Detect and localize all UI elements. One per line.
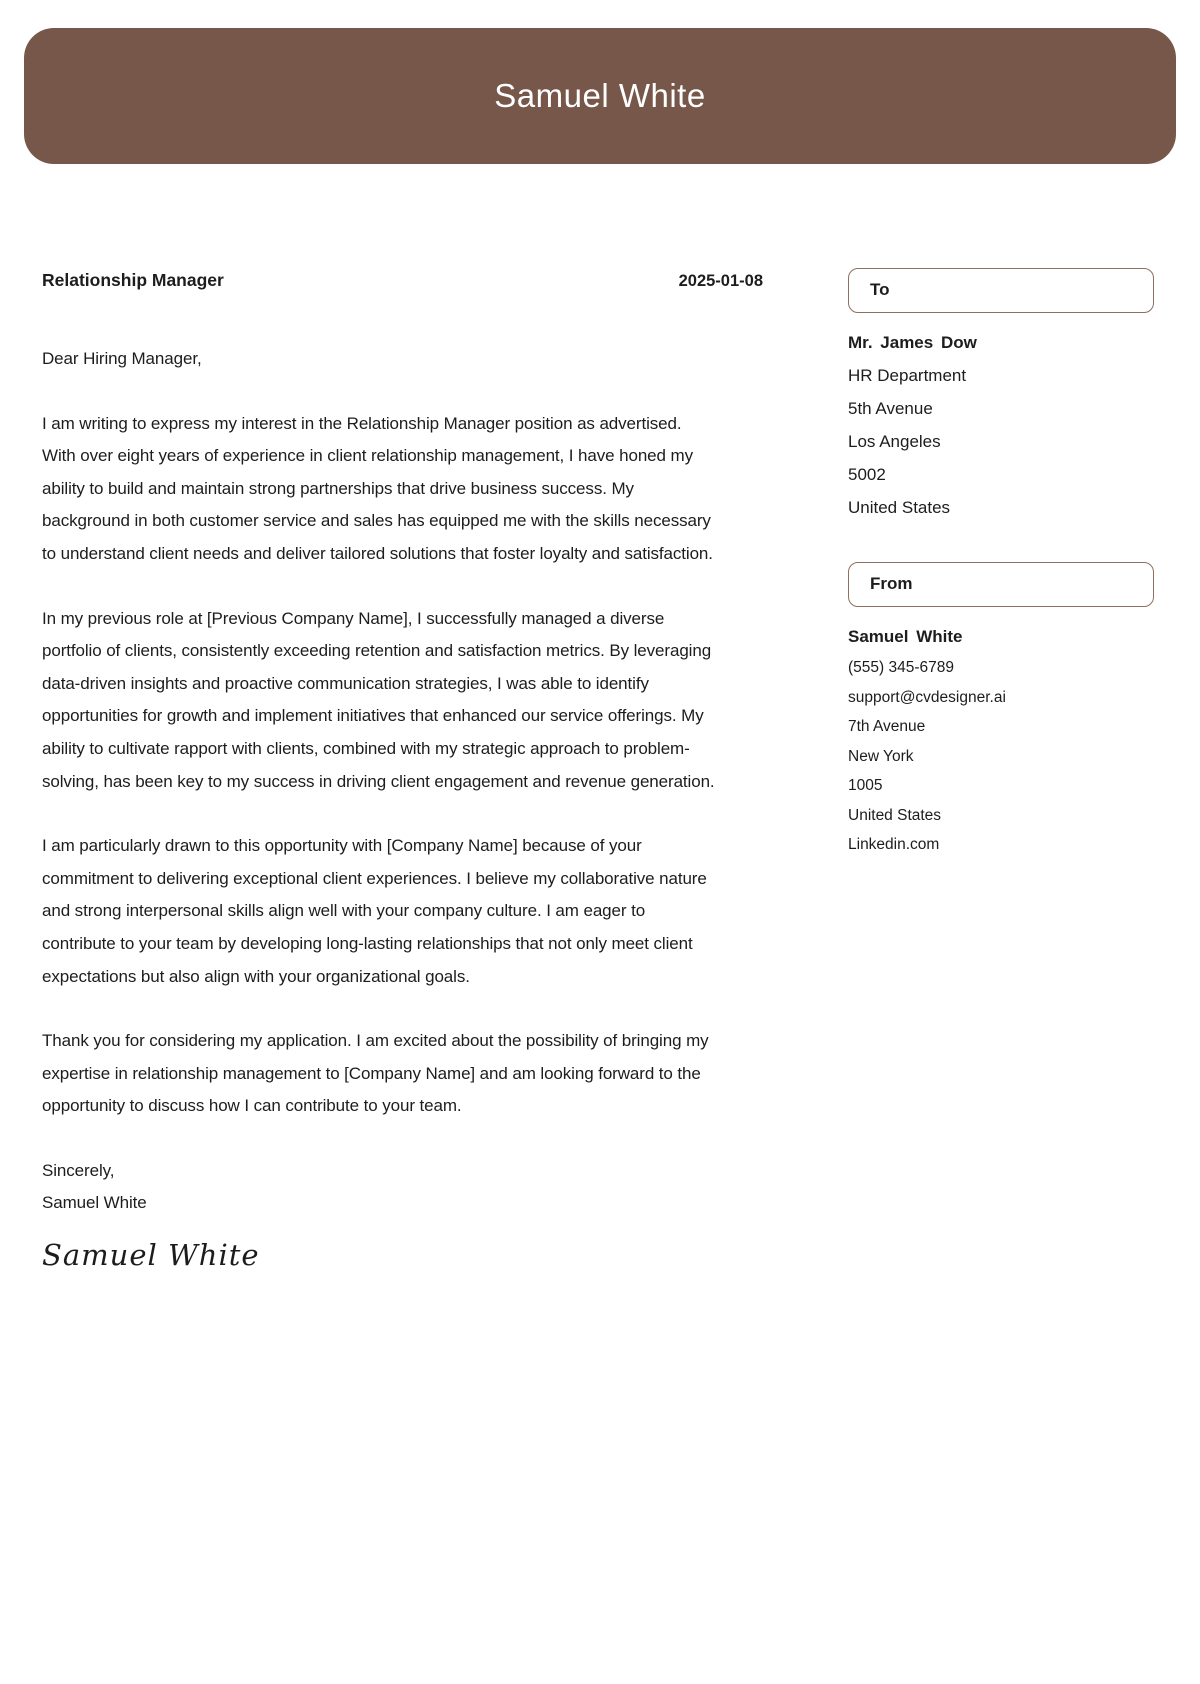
letter-closing xyxy=(42,1155,718,1220)
closing-name: Samuel White xyxy=(42,1193,147,1213)
recipient-line: Los Angeles xyxy=(848,432,941,451)
letter-paragraph: In my previous role at [Previous Company Name], I successfully managed a diverse portfolio of clients, consistently exceeding retention and satisfaction metrics. By leveraging data-driven insights and proactive communication strategies, I was able to identify opportunities for growth and implement initiatives that enhanced our service offerings. My ability to cultivate rapport with clients, combined with my strategic approach to problem-solving, has been key to my success in driving client engagement and revenue generation. xyxy=(42,608,715,791)
salutation: Dear Hiring Manager, xyxy=(42,349,202,368)
recipient-line: United States xyxy=(848,498,951,517)
recipient-line: 5002 xyxy=(848,465,886,484)
header-name: Samuel White xyxy=(494,77,706,114)
letter-paragraph: I am writing to express my interest in the Relationship Manager position as advertised. With over eight years of experience in client relationship management, I have honed my ability to build and maintain strong partnerships that drive business success. My background in both customer service and sales has equipped me with the skills necessary to understand client needs and deliver tailored solutions that foster loyalty and satisfaction. xyxy=(42,413,713,563)
signature-script: Samuel White xyxy=(42,1238,260,1273)
sender-line: New York xyxy=(848,747,914,765)
letter-body xyxy=(42,268,763,1272)
closing-word: Sincerely, xyxy=(42,1160,115,1180)
from-label: From xyxy=(870,574,913,593)
to-label: To xyxy=(870,280,890,299)
contact-sidebar xyxy=(848,268,1154,1272)
sender-line: 7th Avenue xyxy=(848,718,926,735)
letter-paragraph: I am particularly drawn to this opportunity with [Company Name] because of your commitment to delivering exceptional client experiences. I believe my collaborative nature and strong interpersonal skills align well with your company culture. I am eager to contribute to your team by developing long-lasting relationships that not only meet client expectations but also align with your organizational goals. xyxy=(42,836,707,986)
sender-line: 1005 xyxy=(848,777,883,794)
sender-name: Samuel White xyxy=(848,627,963,646)
recipient-line: 5th Avenue xyxy=(848,399,933,418)
header-banner xyxy=(24,28,1176,164)
sender-line: United States xyxy=(848,806,942,824)
sender-phone: (555) 345-6789 xyxy=(848,659,954,676)
job-title: Relationship Manager xyxy=(42,270,224,290)
sender-address xyxy=(848,620,1154,860)
content-area xyxy=(0,268,1200,1272)
to-box xyxy=(848,268,1154,313)
recipient-name: Mr. James Dow xyxy=(848,333,977,352)
recipient-line: HR Department xyxy=(848,366,967,385)
title-row xyxy=(42,268,763,293)
sender-email: support@cvdesigner.ai xyxy=(848,688,1006,706)
letter-paragraph: Thank you for considering my application. I am excited about the possibility of bringing my expertise in relationship management to [Company Name] and am looking forward to the opportunity to discuss how I can contribute to your team. xyxy=(42,1031,709,1116)
letter-date: 2025-01-08 xyxy=(678,272,763,290)
recipient-address xyxy=(848,326,1154,524)
from-box xyxy=(848,562,1154,607)
sender-linkedin: Linkedin.com xyxy=(848,836,940,853)
